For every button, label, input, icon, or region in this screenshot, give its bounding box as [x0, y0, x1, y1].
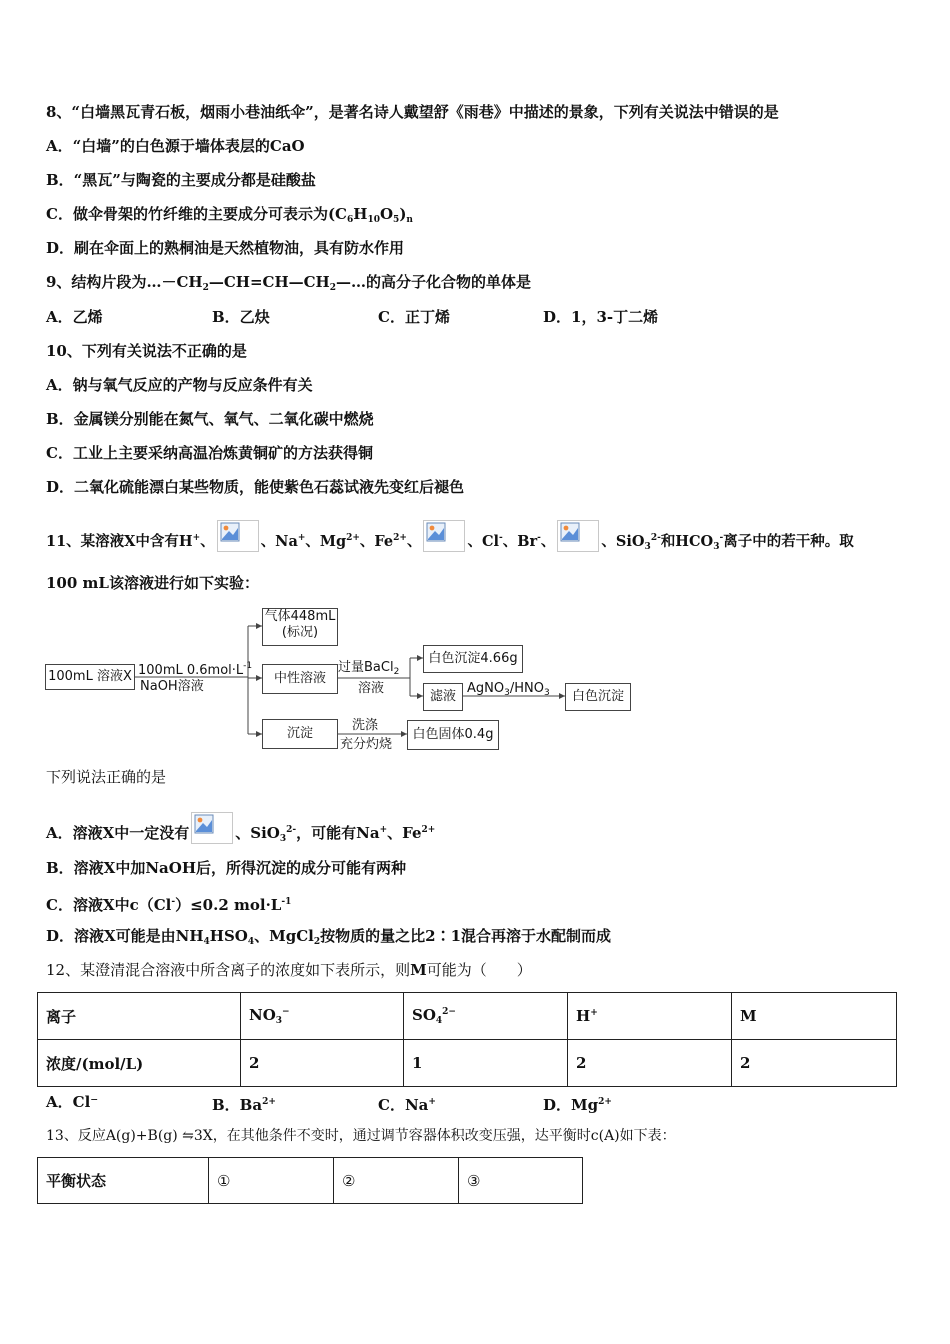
q10-stem: 10、下列有关说法不正确的是 — [46, 342, 247, 360]
q12-table — [37, 992, 897, 1087]
table-cell: 离子 — [38, 993, 241, 1040]
flow-reagent-label-2: NaOH溶液 — [140, 679, 204, 694]
q8-option-c: C．做伞骨架的竹纤维的主要成分可表示为$(C_6H_{10}O_5)_n$ — [46, 205, 413, 225]
q10-option-b: B．金属镁分别能在氮气、氧气、二氧化碳中燃烧 — [46, 410, 374, 428]
table-cell: H+ — [568, 993, 732, 1040]
q12-option-a: A．Cl⁻ — [46, 1093, 99, 1111]
flow-white-ppt-box: 白色沉淀4.66g — [423, 645, 523, 673]
table-cell: $NO_3^-$ — [241, 993, 404, 1040]
q13-stem: 13、反应A(g)+B(g) ⇋3X，在其他条件不变时，通过调节容器体积改变压强，达平衡时c(A)如下表： — [46, 1128, 676, 1144]
q9-stem: 9、结构片段为$\dots-CH_2—CH=CH—CH_2—\dots$的高分子化合物的单体是 — [46, 273, 532, 293]
q11-option-a: A．溶液X中一定没有 、SiO$_3^{2-}$，可能有Na+、$Fe^{2+}$ — [46, 812, 435, 849]
table-cell: ① — [209, 1158, 334, 1204]
table-cell: ③ — [459, 1158, 583, 1204]
q12-stem: 12、某澄清混合溶液中所含离子的浓度如下表所示，则M可能为（ ） — [46, 961, 532, 979]
table-row — [38, 993, 897, 1040]
flow-wash-label: 洗涤 — [352, 718, 379, 733]
q8-option-d: D．刷在伞面上的熟桐油是天然植物油，具有防水作用 — [46, 239, 405, 257]
table-cell: 2 — [568, 1040, 732, 1087]
flow-reagent-label: 100mL $0.6mol\cdot L^{-1}$ — [138, 661, 253, 678]
table-cell: ② — [334, 1158, 459, 1204]
q11-option-d: D．溶液X可能是由$NH_4HSO_4$、MgCl$_2$按物质的量之比2∶1混合再溶于水配制而成 — [46, 927, 612, 947]
flow-start-box: 100mL 溶液X — [45, 664, 135, 690]
q9-option-a: A．乙烯 — [46, 308, 103, 326]
q10-option-c: C．工业上主要采纳高温冶炼黄铜矿的方法获得铜 — [46, 444, 373, 462]
table-row — [38, 1040, 897, 1087]
flow-burn-label: 充分灼烧 — [340, 737, 393, 752]
q12-option-c: C．Na+ — [378, 1096, 436, 1114]
table-cell: 浓度/(mol/L) — [38, 1040, 241, 1087]
q12-option-d: D．$Mg^{2+}$ — [543, 1096, 612, 1114]
flow-white-ppt2-box: 白色沉淀 — [565, 683, 631, 711]
flow-filtrate-box: 滤液 — [423, 683, 463, 711]
flow-bacl2-label: 过量BaCl$_2$ — [338, 660, 400, 677]
table-cell: 1 — [404, 1040, 568, 1087]
q10-option-d: D．二氧化硫能漂白某些物质，能使紫色石蕊试液先变红后褪色 — [46, 478, 465, 496]
table-cell: 2 — [732, 1040, 897, 1087]
table-row — [38, 1158, 583, 1204]
q10-option-a: A．钠与氧气反应的产物与反应条件有关 — [46, 376, 313, 394]
broken-image-icon — [191, 812, 233, 844]
q11-option-b: B．溶液X中加NaOH后，所得沉淀的成分可能有两种 — [46, 859, 406, 877]
flow-agno3-label: $AgNO_3/HNO_3$ — [467, 681, 550, 698]
table-cell: 平衡状态 — [38, 1158, 209, 1204]
q13-table — [37, 1157, 583, 1204]
table-cell: 2 — [241, 1040, 404, 1087]
flow-bacl2-label-2: 溶液 — [358, 681, 385, 696]
q11-ask: 下列说法正确的是 — [46, 768, 167, 786]
q11-option-c: C．溶液X中c（Cl-）≤0.2 $mol\cdot L^{-1}$ — [46, 896, 292, 914]
q8-option-a: A．“白墙”的白色源于墙体表层的CaO — [46, 137, 305, 155]
q9-option-c: C．正丁烯 — [378, 308, 450, 326]
flow-precip-box: 沉淀 — [262, 719, 338, 749]
flow-neutral-box: 中性溶液 — [262, 664, 338, 694]
flow-white-solid-box: 白色固体0.4g — [407, 720, 499, 750]
q11-line2: 100 mL该溶液进行如下实验： — [46, 574, 259, 592]
q12-option-b: B．$Ba^{2+}$ — [212, 1096, 276, 1114]
q11-stem: 11、某溶液X中含有H+、 、Na+、$Mg^{2+}$、$Fe^{2+}$、 、Cl-、Br-、 、SiO$_3^{2-}$和$HCO_3^-$离子中的若干种。取 — [46, 520, 854, 557]
q8-stem: 8、“白墙黑瓦青石板，烟雨小巷油纸伞”，是著名诗人戴望舒《雨巷》中描述的景象，下列有关说法中错误的是 — [46, 103, 779, 121]
q8-option-b: B．“黑瓦”与陶瓷的主要成分都是硅酸盐 — [46, 171, 316, 189]
table-cell: $SO_4^{2-}$ — [404, 993, 568, 1040]
q9-option-d: D．1，3-丁二烯 — [543, 308, 659, 326]
table-cell: M — [732, 993, 897, 1040]
flow-gas-box: 气体448mL (标况) — [262, 608, 338, 646]
q9-option-b: B．乙炔 — [212, 308, 270, 326]
